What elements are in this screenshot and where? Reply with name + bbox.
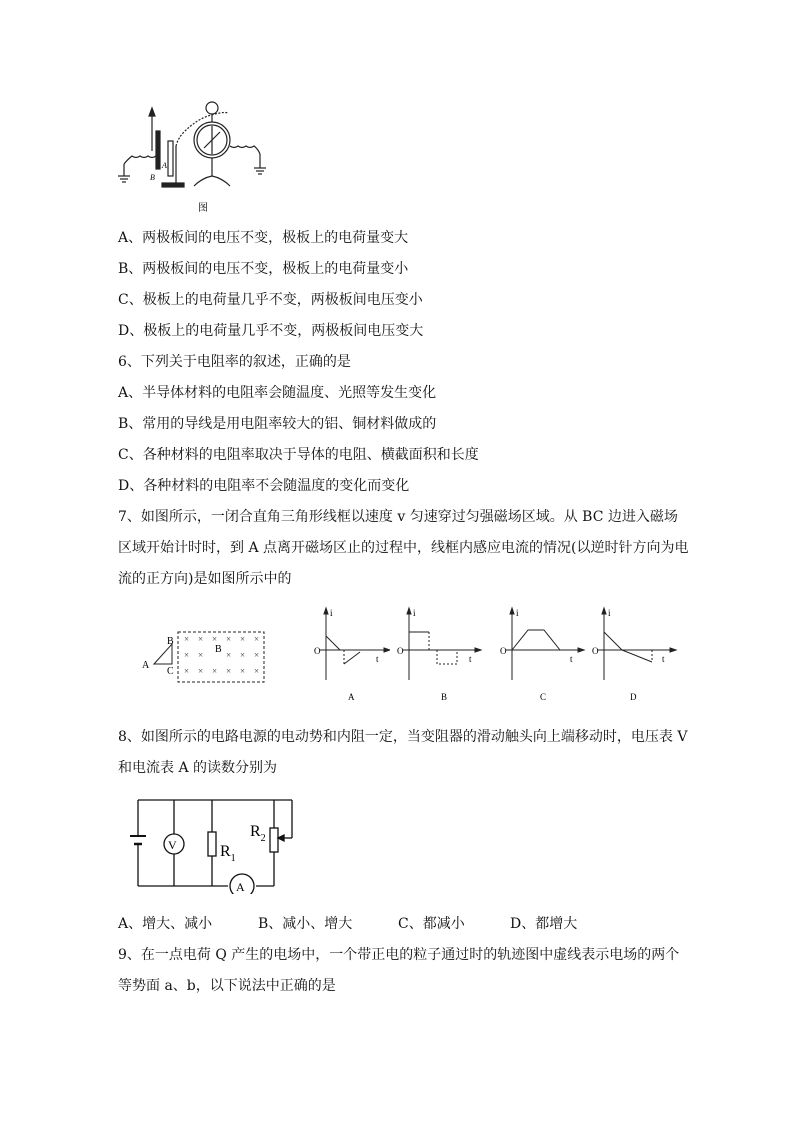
- q5-option-a: A、两极板间的电压不变，极板上的电荷量变大: [118, 230, 409, 246]
- q8-stem-line-2: 和电流表 A 的读数分别为: [118, 760, 278, 776]
- q7-stem-line-3: 流的正方向)是如图所示中的: [118, 571, 292, 587]
- triangle-vertex-c: C: [167, 666, 174, 677]
- q7-graph-c: [498, 606, 588, 706]
- svg-text:×: ×: [240, 650, 246, 660]
- graph-a-origin: O: [314, 646, 321, 656]
- q7-stem-line-2: 区域开始计时时，到 A 点离开磁场区止的过程中，线框内感应电流的情况(以逆时针方向为电: [118, 540, 689, 556]
- q7-graph-b: [395, 606, 485, 706]
- r1-label: $R_1$: [220, 843, 236, 864]
- q8-circuit-figure: [124, 794, 304, 894]
- graph-d-axis-t: t: [662, 654, 665, 664]
- svg-text:×: ×: [212, 666, 218, 676]
- ammeter-label: A: [236, 880, 245, 894]
- svg-text:×: ×: [240, 666, 246, 676]
- q5-option-b: B、两极板间的电压不变，极板上的电荷量变小: [118, 261, 409, 277]
- graph-b-axis-i: i: [413, 608, 416, 618]
- graph-b-origin: O: [397, 646, 404, 656]
- q7-stem-line-1: 7、如图所示，一闭合直角三角形线框以速度 v 匀速穿过匀强磁场区域。从 BC 边进入磁场: [118, 509, 678, 525]
- q8-options-row: [118, 915, 577, 933]
- voltmeter-label: V: [168, 838, 177, 852]
- svg-text:×: ×: [198, 634, 204, 644]
- q8-option-b: B、减小、增大: [258, 916, 353, 932]
- graph-a-label: A: [348, 692, 355, 702]
- graph-c-axis-i: i: [516, 608, 519, 618]
- graph-d-axis-i: i: [608, 608, 611, 618]
- svg-text:×: ×: [254, 634, 260, 644]
- graph-b-label: B: [441, 692, 448, 702]
- q9-stem-line-2: 等势面 a、b，以下说法中正确的是: [118, 978, 336, 994]
- q5-option-c: C、极板上的电荷量几乎不变，两极板间电压变小: [118, 292, 423, 308]
- graph-a-axis-t: t: [376, 654, 379, 664]
- q8-option-d: D、都增大: [510, 916, 578, 932]
- triangle-vertex-b: B: [167, 636, 174, 647]
- q7-graph-a: [310, 606, 390, 706]
- q5-option-d: D、极板上的电荷量几乎不变，两极板间电压变大: [118, 323, 424, 339]
- svg-text:×: ×: [198, 666, 204, 676]
- svg-text:×: ×: [254, 666, 260, 676]
- q6-option-d: D、各种材料的电阻率不会随温度的变化而变化: [118, 478, 410, 494]
- graph-c-axis-t: t: [570, 654, 573, 664]
- q8-stem-line-1: 8、如图所示的电路电源的电动势和内阻一定，当变阻器的滑动触头向上端移动时，电压表 V: [118, 729, 688, 745]
- svg-text:×: ×: [212, 634, 218, 644]
- plate-a-label: A: [162, 161, 167, 170]
- q6-stem: 6、下列关于电阻率的叙述，正确的是: [118, 354, 351, 370]
- svg-text:×: ×: [254, 650, 260, 660]
- graph-d-label: D: [630, 692, 637, 702]
- graph-b-axis-t: t: [469, 654, 472, 664]
- q9-stem-line-1: 9、在一点电荷 Q 产生的电场中，一个带正电的粒子通过时的轨迹图中虚线表示电场的两个: [118, 947, 680, 963]
- q6-option-c: C、各种材料的电阻率取决于导体的电阻、横截面积和长度: [118, 447, 479, 463]
- graph-d-origin: O: [592, 646, 599, 656]
- graph-a-axis-i: i: [330, 608, 333, 618]
- q7-field-figure: [138, 628, 268, 688]
- svg-text:×: ×: [240, 634, 246, 644]
- plate-b-label: B: [150, 173, 155, 182]
- graph-c-origin: O: [500, 646, 507, 656]
- svg-text:×: ×: [184, 634, 190, 644]
- svg-text:×: ×: [226, 666, 232, 676]
- r2-label: $R_2$: [250, 823, 266, 844]
- svg-text:×: ×: [226, 634, 232, 644]
- field-label-b: B: [215, 644, 222, 655]
- svg-text:×: ×: [198, 650, 204, 660]
- graph-c-label: C: [540, 692, 547, 702]
- q6-option-a: A、半导体材料的电阻率会随温度、光照等发生变化: [118, 385, 437, 401]
- svg-text:×: ×: [184, 650, 190, 660]
- q8-option-c: C、都减小: [398, 916, 465, 932]
- q6-option-b: B、常用的导线是用电阻率较大的铝、铜材料做成的: [118, 416, 437, 432]
- electroscope-figure: [118, 96, 268, 216]
- svg-text:×: ×: [184, 666, 190, 676]
- triangle-vertex-a: A: [142, 660, 150, 671]
- svg-text:×: ×: [226, 650, 232, 660]
- figure-caption: 图: [198, 203, 208, 214]
- q7-graph-d: [590, 606, 680, 706]
- q8-option-a: A、增大、减小: [118, 916, 213, 932]
